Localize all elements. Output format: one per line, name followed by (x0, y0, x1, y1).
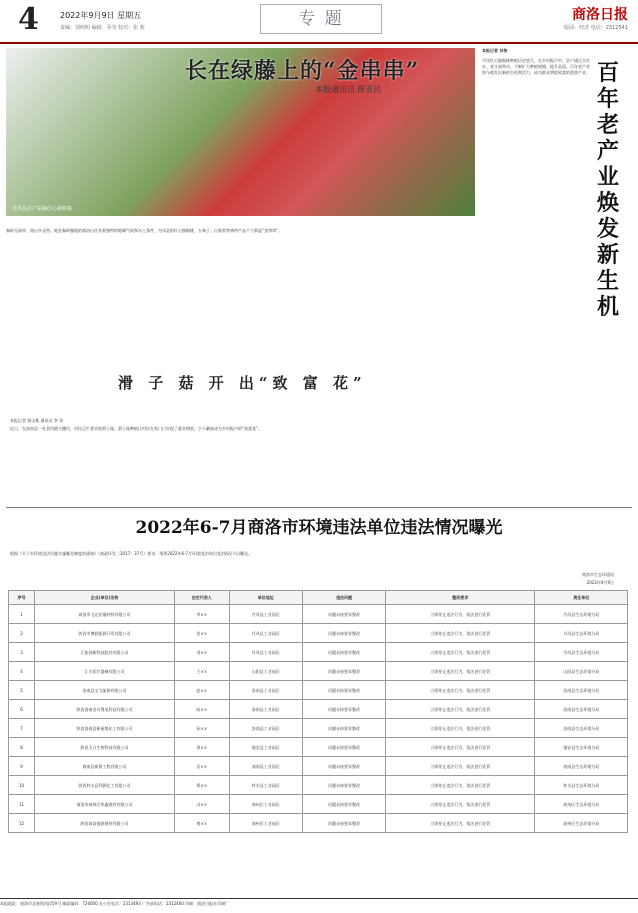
table-cell: 3 (9, 643, 35, 662)
table-cell: 立即停止违法行为，依法进行处罚 (386, 624, 535, 643)
table-cell: 问题未按要求整改 (303, 643, 386, 662)
table-cell: 孙×× (175, 719, 230, 738)
table-cell: 镇安县工业园区 (229, 738, 303, 757)
table-cell: 商南县新源工程有限公司 (35, 757, 175, 776)
table-header: 企业(单位)名称 (35, 591, 175, 605)
table-cell: 6 (9, 700, 35, 719)
table-cell: 商洛市飞达民爆材料有限公司 (35, 605, 175, 624)
table-row (9, 605, 628, 624)
table-cell: 问题未按要求整改 (303, 795, 386, 814)
section-title: 专 题 (260, 4, 382, 34)
table-cell: 11 (9, 795, 35, 814)
footer: 本报地址：商洛市北新街西段59号 邮政编码：726000 办公室电话：2313493 广告部电话：2312460 印刷：商洛日报社印刷厂 (0, 898, 638, 907)
side-title: 百年老产业 焕发新生机 (597, 60, 620, 320)
table-row (9, 643, 628, 662)
table-cell: 陕西洛南县新丽都化工有限公司 (35, 719, 175, 738)
table-cell: 立即停止违法行为，依法进行处罚 (386, 795, 535, 814)
table-header: 整改要求 (386, 591, 535, 605)
table-cell: 问题未按要求整改 (303, 757, 386, 776)
violation-table (8, 590, 628, 833)
table-cell: 立即停止违法行为，依法进行处罚 (386, 814, 535, 833)
table-cell: 镇安县生态环境分局 (535, 738, 628, 757)
table-row (9, 662, 628, 681)
section-divider (6, 507, 632, 508)
table-header: 单位地址 (229, 591, 303, 605)
table-cell: 商洛市商州区华鑫建材有限公司 (35, 795, 175, 814)
table-header-row (9, 591, 628, 605)
table-cell: 刘×× (175, 643, 230, 662)
page-number: 4 (18, 2, 39, 37)
table-cell: 1 (9, 605, 35, 624)
table-row (9, 624, 628, 643)
page-header (0, 0, 638, 44)
table-cell: 山阳县生态环境分局 (535, 662, 628, 681)
feature-title: 长在绿藤上的“金串串” (185, 58, 420, 84)
table-cell: 立即停止违法行为，依法进行处罚 (386, 700, 535, 719)
table-cell: 立即停止违法行为，依法进行处罚 (386, 605, 535, 624)
table-cell: 问题未按要求整改 (303, 605, 386, 624)
table-cell: 4 (9, 662, 35, 681)
table-cell: 立即停止违法行为，依法进行处罚 (386, 738, 535, 757)
mid-article: 近日，在洛南县一处食用菌大棚内，村民正忙着采收滑子菇。滑子菇种植让村民在家门口实现了就业增收，小小蘑菇成为乡村振兴的“致富花”。 (10, 426, 263, 431)
side-byline: 本报记者 刘伟 (482, 48, 508, 53)
notice-title: 2022年6-7月商洛市环境违法单位违法情况曝光 (135, 518, 503, 538)
table-cell: 问题未按要求整改 (303, 738, 386, 757)
table-cell: 立即停止违法行为，依法进行处罚 (386, 719, 535, 738)
table-cell: 问题未按要求整改 (303, 814, 386, 833)
table-row (9, 700, 628, 719)
table-row (9, 719, 628, 738)
notice-intro: 根据《关于对环境违法问题实施曝光制度的通知》（商政环发〔2017〕37号）要求，现将2022年6-7月环境违法单位违法情况予以曝光。 (10, 551, 252, 556)
table-cell: 洛南县生态环境分局 (535, 719, 628, 738)
table-cell: 洛南县工业园区 (229, 700, 303, 719)
table-cell: 洛南县生态环境分局 (535, 681, 628, 700)
table-cell: 商州区工业园区 (229, 814, 303, 833)
table-row (9, 795, 628, 814)
table-cell: 洛南县生态环境分局 (535, 700, 628, 719)
table-cell: 问题未按要求整改 (303, 719, 386, 738)
table-cell: 立即停止违法行为，依法进行处罚 (386, 757, 535, 776)
table-cell: 9 (9, 757, 35, 776)
table-cell: 问题未按要求整改 (303, 624, 386, 643)
table-cell: 丹凤县工业园区 (229, 624, 303, 643)
mid-byline: 本报记者 杨宝栋 通讯员 李 英 (10, 418, 64, 423)
table-cell: 柞水县工业园区 (229, 776, 303, 795)
table-cell: 2 (9, 624, 35, 643)
table-cell: 问题未按要求整改 (303, 700, 386, 719)
table-cell: 立即停止违法行为，依法进行处罚 (386, 643, 535, 662)
table-cell: 12 (9, 814, 35, 833)
table-cell: 问题未按要求整改 (303, 776, 386, 795)
feature-article: 秦岭无闲草，商山多灵药。地处秦岭腹地的商洛山区有着独特的地域气候和水土条件，丹凤县的红心猕猴桃、五味子、山茱萸等林特产品个个都是“金串串”。 (6, 228, 283, 233)
table-row (9, 681, 628, 700)
table-header: 法定代表人 (175, 591, 230, 605)
side-text: 丹凤红心猕猴桃种植历史悠久，在乡村振兴中，农户通过合作社、党支部带动，不断扩大种植规模，提升品质。百年老产业如今焕发出新的生机和活力，成为群众增收致富的重要产业。 (482, 58, 590, 75)
table-cell: 10 (9, 776, 35, 795)
feature-byline: 本报通讯员 陈亚民 (315, 85, 382, 94)
table-cell: 商州区生态环境分局 (535, 795, 628, 814)
table-cell: 褚×× (175, 814, 230, 833)
notice-date: 2022年9月9日 (586, 580, 614, 585)
page-meta: 版面：经济 电话：2312541 (564, 25, 628, 31)
table-cell: 山阳县工业园区 (229, 662, 303, 681)
table-cell: 吴×× (175, 757, 230, 776)
table-cell: 问题未按要求整改 (303, 681, 386, 700)
table-cell: 李×× (175, 605, 230, 624)
table-cell: 洛南县宝飞能源有限公司 (35, 681, 175, 700)
table-header: 违法问题 (303, 591, 386, 605)
side-article (482, 48, 636, 376)
date-line: 2022年9月9日 星期五 (60, 11, 142, 20)
table-cell: 8 (9, 738, 35, 757)
table-cell: 汇丰医疗器械有限公司 (35, 662, 175, 681)
table-cell: 丹凤县生态环境分局 (535, 624, 628, 643)
table-cell: 陕西洛南金川锂电科技有限公司 (35, 700, 175, 719)
table-cell: 柞水县生态环境分局 (535, 776, 628, 795)
table-cell: 丹凤县工业园区 (229, 605, 303, 624)
table-row (9, 757, 628, 776)
table-cell: 商州区生态环境分局 (535, 814, 628, 833)
table-row (9, 738, 628, 757)
table-cell: 5 (9, 681, 35, 700)
table-cell: 7 (9, 719, 35, 738)
table-cell: 洛南县工业园区 (229, 681, 303, 700)
table-cell: 商南县生态环境分局 (535, 757, 628, 776)
table-cell: 立即停止违法行为，依法进行处罚 (386, 681, 535, 700)
table-row (9, 776, 628, 795)
table-cell: 立即停止违法行为，依法进行处罚 (386, 776, 535, 795)
table-cell: 立即停止违法行为，依法进行处罚 (386, 662, 535, 681)
table-cell: 洛南县工业园区 (229, 719, 303, 738)
photo-caption: 丹凤县农户采摘红心猕猴桃 (12, 206, 73, 212)
table-cell: 丹凤县工业园区 (229, 643, 303, 662)
table-cell: 商州区工业园区 (229, 795, 303, 814)
table-cell: 陕西柞水县利源化工有限公司 (35, 776, 175, 795)
table-cell: 陕西中博润能源开发有限公司 (35, 624, 175, 643)
table-row (9, 814, 628, 833)
table-cell: 冯×× (175, 795, 230, 814)
table-header: 序号 (9, 591, 35, 605)
table-cell: 王×× (175, 662, 230, 681)
table-cell: 汇能创新科技股份有限公司 (35, 643, 175, 662)
table-cell: 丹凤县生态环境分局 (535, 643, 628, 662)
mid-headline: 滑 子 菇 开 出“致 富 花” (118, 374, 367, 392)
notice-agency: 商洛市生态环境局 (582, 572, 614, 577)
table-header: 责任单位 (535, 591, 628, 605)
table-cell: 商南县工业园区 (229, 757, 303, 776)
masthead: 商洛日报 (572, 7, 628, 23)
table-cell: 郑×× (175, 776, 230, 795)
table-cell: 丹凤县生态环境分局 (535, 605, 628, 624)
table-cell: 陈×× (175, 700, 230, 719)
table-cell: 赵×× (175, 681, 230, 700)
table-cell: 问题未按要求整改 (303, 662, 386, 681)
editor-meta: 责编：刘明明 编辑：乔莹 校对：张 莉 (60, 25, 145, 31)
table-cell: 陕西商洛盛源建材有限公司 (35, 814, 175, 833)
table-cell: 陕西太白生物科技有限公司 (35, 738, 175, 757)
table-cell: 周×× (175, 738, 230, 757)
table-cell: 张×× (175, 624, 230, 643)
